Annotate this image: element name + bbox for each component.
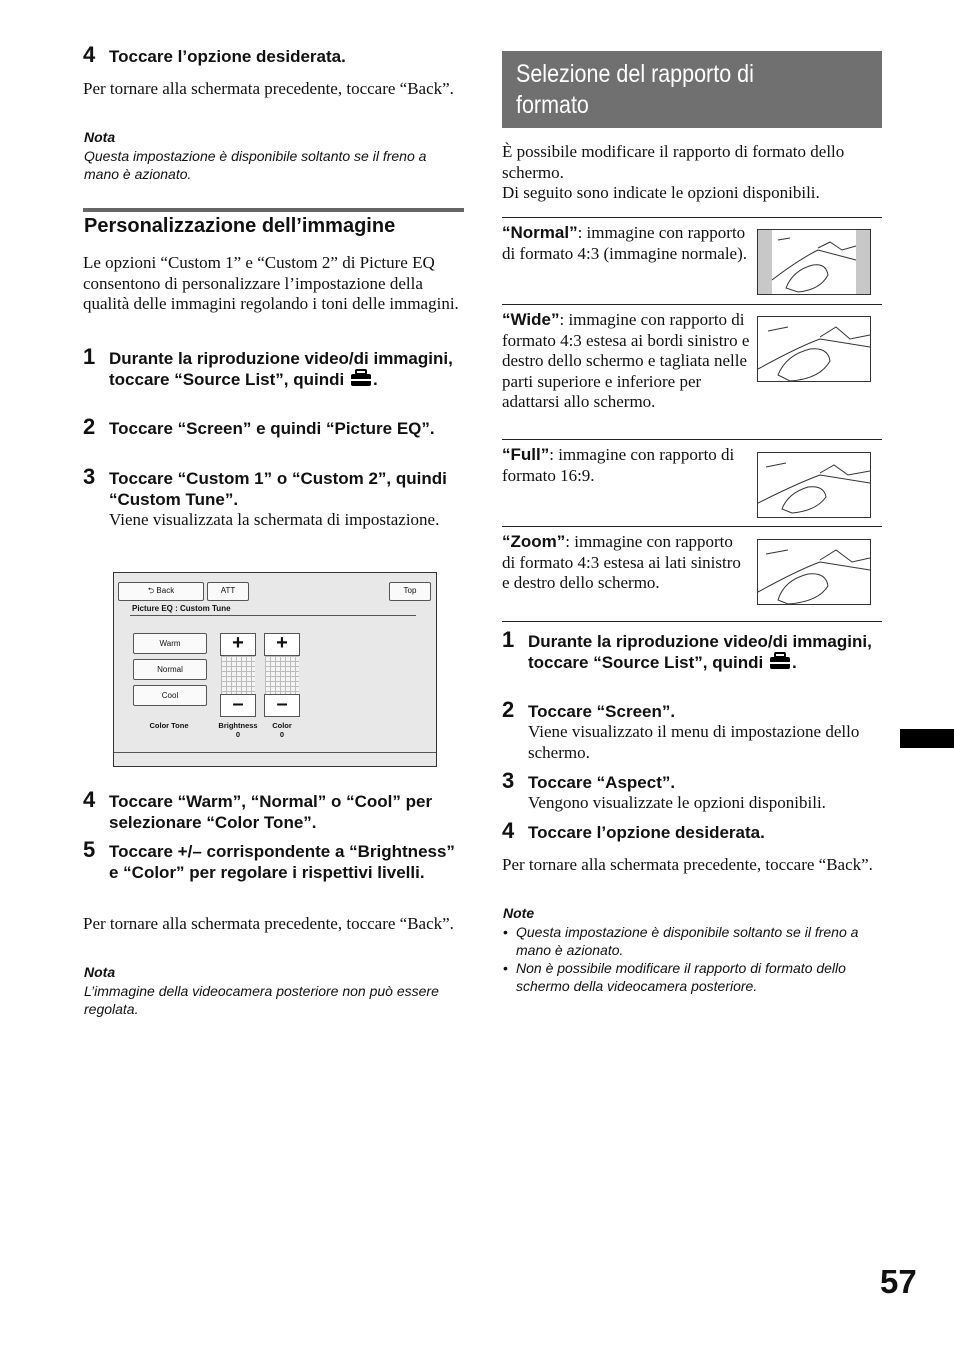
toolbox-icon	[768, 652, 792, 670]
option-zoom: “Zoom”: immagine con rapporto di formato 4:3 estesa ai lati sinistro e destro dello schermo.	[502, 532, 741, 592]
normal-thumbnail	[757, 229, 871, 295]
option-full: “Full”: immagine con rapporto di formato 16:9.	[502, 445, 735, 485]
right-step-4: 4 Toccare l’opzione desiderata.	[502, 818, 765, 843]
step-1: 1 Durante la riproduzione video/di immagini, toccare “Source List”, quindi .	[83, 344, 453, 389]
zoom-thumbnail	[757, 539, 871, 605]
intro-1: È possibile modificare il rapporto di formato dello schermo.	[502, 142, 845, 182]
step-2: 2 Toccare “Screen” e quindi “Picture EQ”.	[83, 414, 435, 439]
side-tab	[900, 729, 954, 748]
note-text-2: L’immagine della videocamera posteriore non può essere regolata.	[84, 983, 439, 1017]
cool-button[interactable]: Cool	[133, 685, 207, 706]
section-rule	[83, 208, 464, 212]
wide-thumbnail	[757, 316, 871, 382]
color-plus-button[interactable]: +	[264, 633, 300, 656]
color-value: 0	[279, 730, 285, 739]
screen-title: Picture EQ : Custom Tune	[132, 604, 231, 613]
section-title: Personalizzazione dell’immagine	[84, 215, 396, 237]
full-thumbnail	[757, 452, 871, 518]
top-button[interactable]: Top	[389, 582, 431, 601]
right-step-2: 2 Toccare “Screen”. Viene visualizzato il menu di impostazione dello schermo.	[502, 697, 860, 762]
option-normal: “Normal”: immagine con rapporto di formato 4:3 (immagine normale).	[502, 223, 748, 263]
normal-button[interactable]: Normal	[133, 659, 207, 680]
back-arrow-icon: ⮌	[147, 586, 157, 595]
page-number: 57	[880, 1263, 917, 1300]
step-4-top: 4 Toccare l’opzione desiderata.	[83, 42, 346, 67]
intro-2: Di seguito sono indicate le opzioni disponibili.	[502, 183, 820, 202]
title-rule	[130, 615, 416, 616]
color-label: Color	[272, 721, 292, 730]
back-instruction-2: Per tornare alla schermata precedente, toccare “Back”.	[83, 914, 454, 933]
right-step-3: 3 Toccare “Aspect”. Vengono visualizzate le opzioni disponibili.	[502, 768, 826, 812]
section-intro: Le opzioni “Custom 1” e “Custom 2” di Picture EQ consentono di personalizzare l’impostazione della qualità delle immagini regolando i toni delle immagini.	[83, 253, 459, 313]
color-tone-label: Color Tone	[149, 721, 189, 730]
brightness-plus-button[interactable]: +	[220, 633, 256, 656]
warm-button[interactable]: Warm	[133, 633, 207, 654]
note-item-1: • Questa impostazione è disponibile soltanto se il freno a mano è azionato.	[503, 924, 859, 958]
option-wide: “Wide”: immagine con rapporto di formato 4:3 estesa ai bordi sinistro e destro dello schermo e tagliata nelle parti superiore e inferiore per adattarsi allo schermo.	[502, 310, 750, 411]
note-title-right: Note	[503, 905, 535, 921]
section-title-bar	[502, 51, 882, 128]
color-minus-button[interactable]: –	[264, 694, 300, 717]
step-5: 5 Toccare +/– corrispondente a “Brightness” e “Color” per regolare i rispettivi livelli.	[83, 837, 455, 882]
note-text: Questa impostazione è disponibile soltanto se il freno a mano è azionato.	[84, 148, 427, 182]
back-button[interactable]: ⮌ Back	[118, 582, 204, 601]
note-title-2: Nota	[84, 964, 116, 980]
right-step-1: 1 Durante la riproduzione video/di immagini, toccare “Source List”, quindi .	[502, 627, 872, 672]
att-button[interactable]: ATT	[207, 582, 249, 601]
brightness-minus-button[interactable]: –	[220, 694, 256, 717]
back-instruction: Per tornare alla schermata precedente, toccare “Back”.	[83, 79, 454, 98]
table-rule	[502, 217, 882, 218]
step-3: 3 Toccare “Custom 1” o “Custom 2”, quindi “Custom Tune”. Viene visualizzata la schermata di impostazione.	[83, 464, 447, 529]
section-title: Selezione del rapporto di formato	[516, 60, 754, 119]
brightness-value: 0	[235, 730, 241, 739]
brightness-label: Brightness	[218, 721, 258, 730]
note-title: Nota	[84, 129, 116, 145]
step-4: 4 Toccare “Warm”, “Normal” o “Cool” per selezionare “Color Tone”.	[83, 787, 433, 832]
custom-tune-screen	[113, 572, 437, 767]
back-instruction-right: Per tornare alla schermata precedente, toccare “Back”.	[502, 855, 873, 874]
toolbox-icon	[349, 369, 373, 387]
ui-bottom-rule	[114, 752, 436, 753]
note-item-2: • Non è possibile modificare il rapporto di formato dello schermo della videocamera posteriore.	[503, 960, 846, 994]
